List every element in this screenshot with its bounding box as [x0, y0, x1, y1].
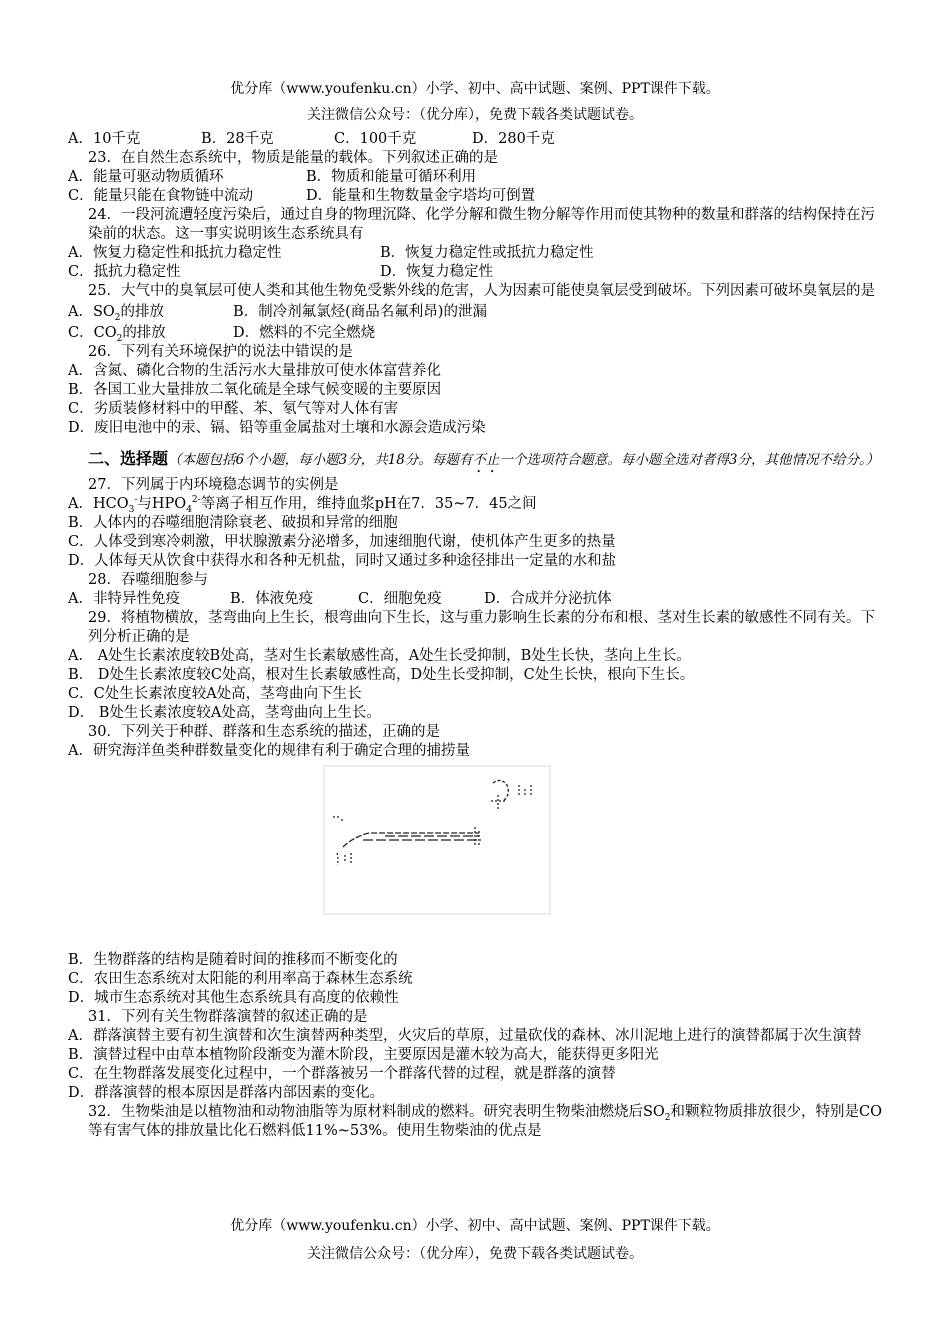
plant-gravitropism-figure — [323, 765, 553, 915]
q25-option-b: B．制冷剂氟氯烃(商品名氟利昂)的泄漏 — [233, 304, 487, 320]
q30-option-d: D．城市生态系统对其他生态系统具有高度的依赖性 — [68, 990, 399, 1006]
q25-option-d: D．燃料的不完全燃烧 — [233, 325, 376, 341]
q27-option-c: C．人体受到寒冷刺激，甲状腺激素分泌增多，加速细胞代谢，使机体产生更多的热量 — [68, 534, 616, 550]
q23-option-b: B．物质和能量可循环利用 — [306, 169, 477, 185]
q27-option-b: B．人体内的吞噬细胞清除衰老、破损和异常的细胞 — [68, 515, 398, 531]
q27-stem: 27．下列属于内环境稳态调节的实例是 — [88, 477, 339, 493]
header-line-2: 关注微信公众号：（优分库），免费下载各类试题试卷。 — [307, 107, 643, 123]
q25-option-c: C．$CO_2$的排放 — [68, 325, 166, 344]
q29-option-c: C．C处生长素浓度较A处高，茎弯曲向下生长 — [68, 686, 362, 702]
q23-option-c: C．能量只能在食物链中流动 — [68, 188, 254, 204]
q31-option-a: A．群落演替主要有初生演替和次生演替两种类型，火灾后的草原，过量砍伐的森林、冰川泥地上进行的演替都属于次生演替 — [68, 1028, 862, 1044]
section-2-heading — [68, 449, 883, 476]
section-2-title: 二、选择题 — [88, 449, 169, 468]
exam-body — [68, 130, 883, 1141]
q22-option-b: B．28千克 — [201, 131, 274, 147]
q30-option-c: C．农田生态系统对太阳能的利用率高于森林生态系统 — [68, 971, 413, 987]
q24-options-cd — [68, 263, 883, 282]
q26-option-d: D．废旧电池中的汞、镉、铅等重金属盐对土壤和水源会造成污染 — [68, 420, 486, 436]
q26-stem: 26．下列有关环境保护的说法中错误的是 — [88, 344, 353, 360]
q22-option-d: D．280千克 — [472, 131, 555, 147]
q28-options — [68, 590, 883, 609]
q28-option-b: B．体液免疫 — [230, 591, 314, 607]
q29-option-a: A． A处生长素浓度较B处高，茎对生长素敏感性高，A处生长受抑制，B处生长快，茎向上生长。 — [68, 648, 691, 664]
q31-option-d: D．群落演替的根本原因是群落内部因素的变化。 — [68, 1085, 385, 1101]
q22-option-c: C．100千克 — [334, 131, 417, 147]
q24-option-d: D．恢复力稳定性 — [380, 264, 494, 280]
q25-stem: 25．大气中的臭氧层可使人类和其他生物免受紫外线的危害，人为因素可能使臭氧层受到破坏。下列因素可破坏臭氧层的是 — [88, 283, 875, 299]
q28-option-a: A．非特异性免疫 — [68, 591, 180, 607]
q23-stem: 23．在自然生态系统中，物质是能量的载体。下列叙述正确的是 — [88, 150, 498, 166]
q24-option-c: C．抵抗力稳定性 — [68, 264, 181, 280]
section-2-note: （本题包括6个小题，每小题3分，共18分。每题有不止一个选项符合题意。每小题全选对者得3分，其他情况不给分。） — [168, 452, 880, 468]
q30-option-b: B．生物群落的结构是随着时间的推移而不断变化的 — [68, 952, 398, 968]
q28-stem: 28．吞噬细胞参与 — [88, 572, 208, 588]
q25-options-cd — [68, 324, 883, 343]
q26-option-c: C．劣质装修材料中的甲醛、苯、氡气等对人体有害 — [68, 401, 399, 417]
q26-option-a: A．含氮、磷化合物的生活污水大量排放可使水体富营养化 — [68, 363, 441, 379]
q31-option-c: C．在生物群落发展变化过程中，一个群落被另一个群落代替的过程，就是群落的演替 — [68, 1066, 616, 1082]
q24-option-a: A．恢复力稳定性和抵抗力稳定性 — [68, 245, 282, 261]
q26-option-b: B．各国工业大量排放二氧化硫是全球气候变暖的主要原因 — [68, 382, 442, 398]
q23-options-ab — [68, 168, 883, 187]
q25-option-a: A．$SO_2$的排放 — [68, 304, 165, 323]
q28-option-c: C．细胞免疫 — [358, 591, 442, 607]
q31-stem: 31．下列有关生物群落演替的叙述正确的是 — [88, 1009, 368, 1025]
q24-option-b: B．恢复力稳定性或抵抗力稳定性 — [380, 245, 594, 261]
q27-option-a: A．$HCO_3^-$与$HPO_4^{2-}$等离子相互作用，维持血浆pH在7．35~7．45之间 — [68, 495, 537, 515]
q29-stem: 29．将植物横放，茎弯曲向上生长，根弯曲向下生长，这与重力影响生长素的分布和根、茎对生长素的敏感性不同有关。下列分析正确的是 — [88, 610, 875, 645]
q24-options-ab — [68, 244, 883, 263]
q23-option-a: A．能量可驱动物质循环 — [68, 169, 224, 185]
q23-option-d: D．能量和生物数量金字塔均可倒置 — [306, 188, 536, 204]
footer-line-1: 优分库（www.youfenku.cn）小学、初中、高中试题、案例、PPT课件下载。 — [230, 1218, 720, 1234]
q29-option-b: B． D处生长素浓度较C处高，根对生长素敏感性高，D处生长受抑制，C处生长快，根向下生长。 — [68, 667, 695, 683]
q25-options-ab — [68, 303, 883, 322]
q32-stem: 32．生物柴油是以植物油和动物油脂等为原材料制成的燃料。研究表明生物柴油燃烧后$SO_2$和颗粒物质排放很少，特别是CO等有害气体的排放量比化石燃料低11%~53%。使用生物柴油的优点是 — [88, 1104, 882, 1139]
header-line-1: 优分库（www.youfenku.cn）小学、初中、高中试题、案例、PPT课件下载。 — [230, 81, 720, 97]
q22-option-a: A．10千克 — [68, 131, 141, 147]
footer-line-2: 关注微信公众号：（优分库），免费下载各类试题试卷。 — [307, 1246, 643, 1262]
q24-stem: 24．一段河流遭轻度污染后，通过自身的物理沉降、化学分解和微生物分解等作用而使其物种的数量和群落的结构保持在污染前的状态。这一事实说明该生态系统具有 — [88, 207, 875, 242]
plant-figure-area — [68, 761, 883, 951]
q30-option-a: A．研究海洋鱼类种群数量变化的规律有利于确定合理的捕捞量 — [68, 743, 470, 759]
q31-option-b: B．演替过程中由草本植物阶段渐变为灌木阶段，主要原因是灌木较为高大，能获得更多阳光 — [68, 1047, 659, 1063]
q27-option-d: D．人体每天从饮食中获得水和各种无机盐，同时又通过多种途径排出一定量的水和盐 — [68, 553, 617, 569]
q22-options — [68, 130, 883, 149]
q29-option-d: D． B处生长素浓度较A处高，茎弯曲向上生长。 — [68, 705, 381, 721]
q28-option-d: D．合成并分泌抗体 — [484, 591, 612, 607]
q30-stem: 30．下列关于种群、群落和生态系统的描述，正确的是 — [88, 724, 440, 740]
q23-options-cd — [68, 187, 883, 206]
